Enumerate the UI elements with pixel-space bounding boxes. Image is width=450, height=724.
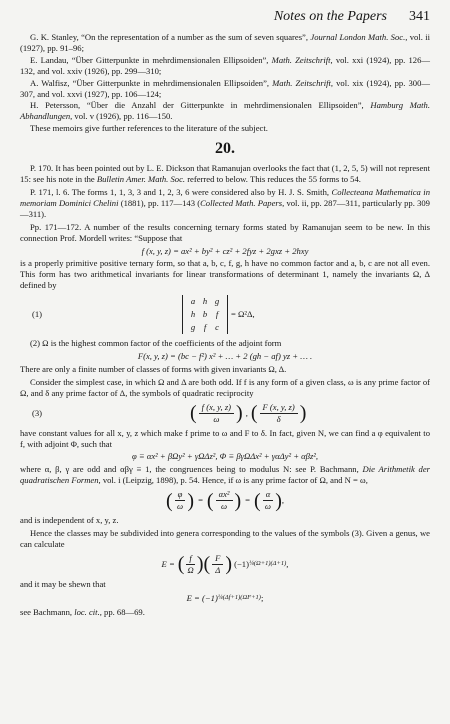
reference-item: A. Walfisz, “Über Gitterpunkte in mehrdimensionalen Ellipsoiden”, Math. Zeitschrift, vol. xix (1924), pp. 300—307, and vol. xxvi (1927), pp. 106—124;	[20, 77, 430, 99]
det-cell: h	[202, 296, 208, 307]
reference-list	[20, 32, 430, 134]
note-p170: P. 170. It has been pointed out by L. E. Dickson that Ramanujan overlooks the fact that (1, 2, 5, 5) will not represent 15: see his note in the Bulletin Amer. Math. Soc. referred to below. This reduces the 55 forms to 54.	[20, 163, 430, 185]
fraction: $\frac{f}{\Omega}$	[187, 552, 194, 575]
equation-determinant	[20, 295, 430, 334]
equation-E1: E = ( $\frac{f}{\Omega}$ ) ( $\frac{F}{\Delta}$ ) (−1) ¼(Ω+1)(Δ+1) ,	[161, 552, 289, 576]
det-cell: h	[190, 309, 196, 320]
equation-adjoint-form: F(x, y, z) = (bc − f²) x² + … + 2 (gh − af) yz + … .	[137, 351, 313, 362]
det-cell: a	[190, 296, 196, 307]
det-cell: b	[202, 309, 208, 320]
determinant-matrix	[182, 295, 228, 334]
fraction: $\frac{F}{\Delta}$	[212, 553, 223, 576]
fraction: $\frac{F (x, y, z)}{\delta}$	[260, 402, 298, 425]
equation-ternary-form: f (x, y, z) = ax² + by² + cz² + 2fyz + 2gxz + 2hxy	[141, 245, 309, 256]
see-bachmann-text: see Bachmann, loc. cit., pp. 68—69.	[20, 606, 145, 617]
det-cell: f	[203, 322, 207, 333]
page-number: 341	[409, 9, 430, 24]
note-p171: P. 171, l. 6. The forms 1, 1, 3, 3 and 1, 2, 3, 6 were considered also by H. J. S. Smith, Collecteana Mathematica in memoriam Dominici Chelini (1881), pp. 117—143 (Collected Math. Papers, vol. ii, pp. 287—311, particularly pp. 309—311).	[20, 186, 430, 219]
constant-values-text: have constant values for all x, y, z which make f prime to ω and F to δ. In fact, given N, we can find a φ equivalent to f, with adjoint Φ, such that	[20, 427, 430, 449]
section-number: 20.	[215, 140, 235, 158]
primitive-form-text: is a properly primitive positive ternary form, so that a, b, c, f, g, h have no common factor and a, b, c are not all even. This form has two arithmetical invariants for linear transformations of determinant 1, namely the invariants Ω, Δ defined by	[20, 258, 430, 291]
det-cell: g	[214, 296, 220, 307]
shown-text: and it may be shewn that	[20, 578, 106, 589]
simplest-case-text: Consider the simplest case, in which Ω and Δ are both odd. If f is any form of a given class, ω is any prime factor of Ω, and δ any prime factor of Δ, the symbols of quadratic reciprocity	[20, 376, 430, 398]
note-pp171-172: Pp. 171—172. A number of the results concerning ternary forms stated by Ramanujan seem to be new. In this connection Prof. Mordell writes: “Suppose that	[20, 221, 430, 243]
det-cell: c	[215, 322, 219, 333]
equation-label: (3)	[32, 407, 43, 418]
page-header	[20, 9, 430, 32]
genera-text: Hence the classes may be subdivided into genera corresponding to the values of the symbols (3). Given a genus, we can calculate	[20, 528, 430, 549]
equation-phi: φ ≡ αx² + βΩy² + γΩΔz², Φ ≡ βγΩΔx² + γαΔy² + αβz²,	[131, 451, 319, 462]
equation-reciprocity-symbols: (3) ( $\frac{f (x, y, z)}{\omega}$ ) , ( $\frac{F (x, y, z)}{\delta}$ )	[20, 402, 430, 425]
fraction: $\frac{\text{αx²}}{\omega}$	[216, 489, 233, 512]
fraction: $\frac{\varphi}{\omega}$	[175, 489, 186, 512]
independent-text: and is independent of x, y, z.	[20, 515, 119, 526]
equation-E2: E = (−1) ¼(Δf+1)(ΩF+1) ;	[186, 592, 264, 603]
det-cell: g	[190, 322, 196, 333]
fraction: $\frac{f (x, y, z)}{\omega}$	[199, 402, 234, 425]
reference-item: G. K. Stanley, “On the representation of a number as the sum of seven squares”, Journal London Math. Soc., vol. ii (1927), pp. 91–96;	[20, 32, 430, 53]
equation-legendre: ( $\frac{\varphi}{\omega}$ ) = ( $\frac{\text{αx²}}{\omega}$ ) = ( $\frac{\alpha}{\omega}$ ) ,	[165, 489, 285, 512]
fraction: $\frac{\alpha}{\omega}$	[263, 489, 274, 512]
finite-classes-text: There are only a finite number of classes of forms with given invariants Ω, Δ.	[20, 363, 287, 374]
adjoint-intro: (2) Ω is the highest common factor of the coefficients of the adjoint form	[30, 338, 282, 349]
references-closing: These memoirs give further references to the literature of the subject.	[30, 123, 268, 134]
reference-item: E. Landau, “Über Gitterpunkte in mehrdimensionalen Ellipsoiden”, Math. Zeitschrift, vol. xxi (1924), pp. 126—132, and vol. xxiv (1926), pp. 299—310;	[20, 54, 430, 76]
running-title: Notes on the Papers	[273, 9, 387, 24]
reference-item: H. Petersson, “Über die Anzahl der Gitterpunkte in mehrdimensionalen Ellipsoiden”, Hamburg Math. Abhandlungen, vol. v (1926), pp. 116—150.	[20, 100, 430, 122]
equation-label: (1)	[32, 309, 43, 320]
determinant-rhs: = Ω²Δ,	[231, 309, 255, 320]
where-text: where α, β, γ are odd and αβγ ≡ 1, the congruences being to modulus N: see P. Bachmann, Die Arithmetik der quadratischen Formen, vol. i (Leipzig, 1898), p. 54. Hence, if ω is any prime factor of Ω, and N = ω,	[20, 464, 430, 486]
det-cell: f	[215, 309, 219, 320]
